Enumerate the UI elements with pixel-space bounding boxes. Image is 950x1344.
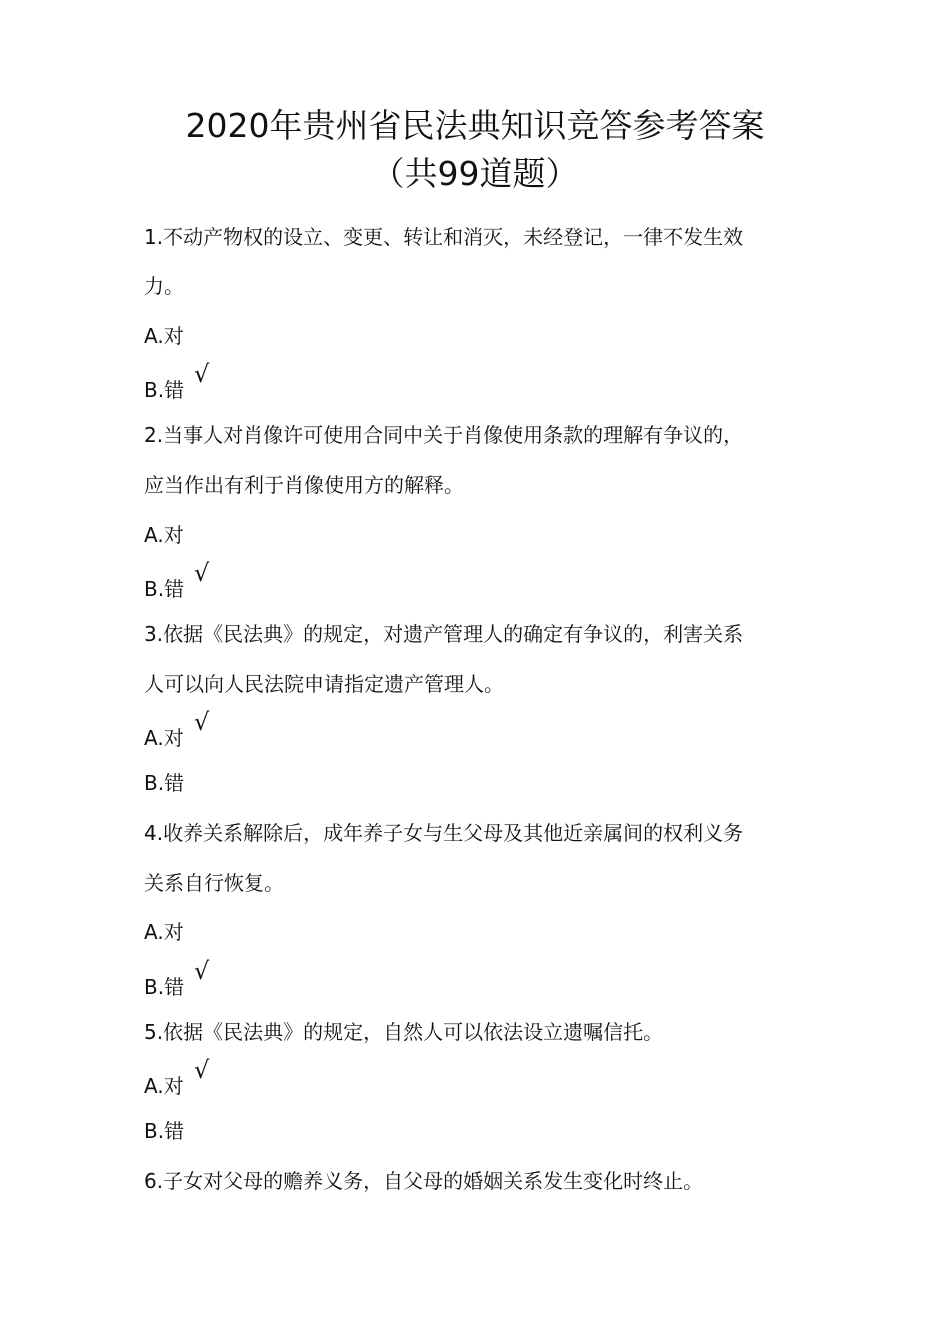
- question-6-text-line-1: 6.子女对父母的赡养义务，自父母的婚姻关系发生变化时终止。: [144, 1169, 704, 1193]
- question-4-option-a: A.对: [144, 920, 184, 944]
- question-5-answer-check-icon: √: [194, 1056, 210, 1084]
- question-1-text-line-2: 力。: [144, 274, 184, 298]
- question-1-option-b: B.错: [144, 378, 185, 402]
- question-1-option-a: A.对: [144, 324, 184, 348]
- document-subtitle: （共99道题）: [371, 154, 579, 193]
- question-5-option-a: A.对: [144, 1074, 184, 1098]
- question-5-option-b: B.错: [144, 1119, 185, 1143]
- question-4-answer-check-icon: √: [194, 957, 210, 985]
- question-2-answer-check-icon: √: [194, 559, 210, 587]
- question-3-option-b: B.错: [144, 771, 185, 795]
- question-2-option-a: A.对: [144, 523, 184, 547]
- question-1-text-line-1: 1.不动产物权的设立、变更、转让和消灭，未经登记，一律不发生效: [144, 225, 744, 249]
- question-3-option-a: A.对: [144, 726, 184, 750]
- question-3-answer-check-icon: √: [194, 708, 210, 736]
- question-3-text-line-1: 3.依据《民法典》的规定，对遗产管理人的确定有争议的，利害关系: [144, 622, 744, 646]
- question-2-text-line-1: 2.当事人对肖像许可使用合同中关于肖像使用条款的理解有争议的，: [144, 423, 744, 447]
- question-3-text-line-2: 人可以向人民法院申请指定遗产管理人。: [144, 672, 504, 696]
- document-title: 2020年贵州省民法典知识竞答参考答案: [185, 106, 765, 145]
- question-5-text-line-1: 5.依据《民法典》的规定，自然人可以依法设立遗嘱信托。: [144, 1020, 664, 1044]
- question-2-option-b: B.错: [144, 577, 185, 601]
- question-4-text-line-1: 4.收养关系解除后，成年养子女与生父母及其他近亲属间的权利义务: [144, 821, 744, 845]
- question-4-option-b: B.错: [144, 975, 185, 999]
- question-2-text-line-2: 应当作出有利于肖像使用方的解释。: [144, 473, 464, 497]
- question-4-text-line-2: 关系自行恢复。: [144, 871, 284, 895]
- question-1-answer-check-icon: √: [194, 360, 210, 388]
